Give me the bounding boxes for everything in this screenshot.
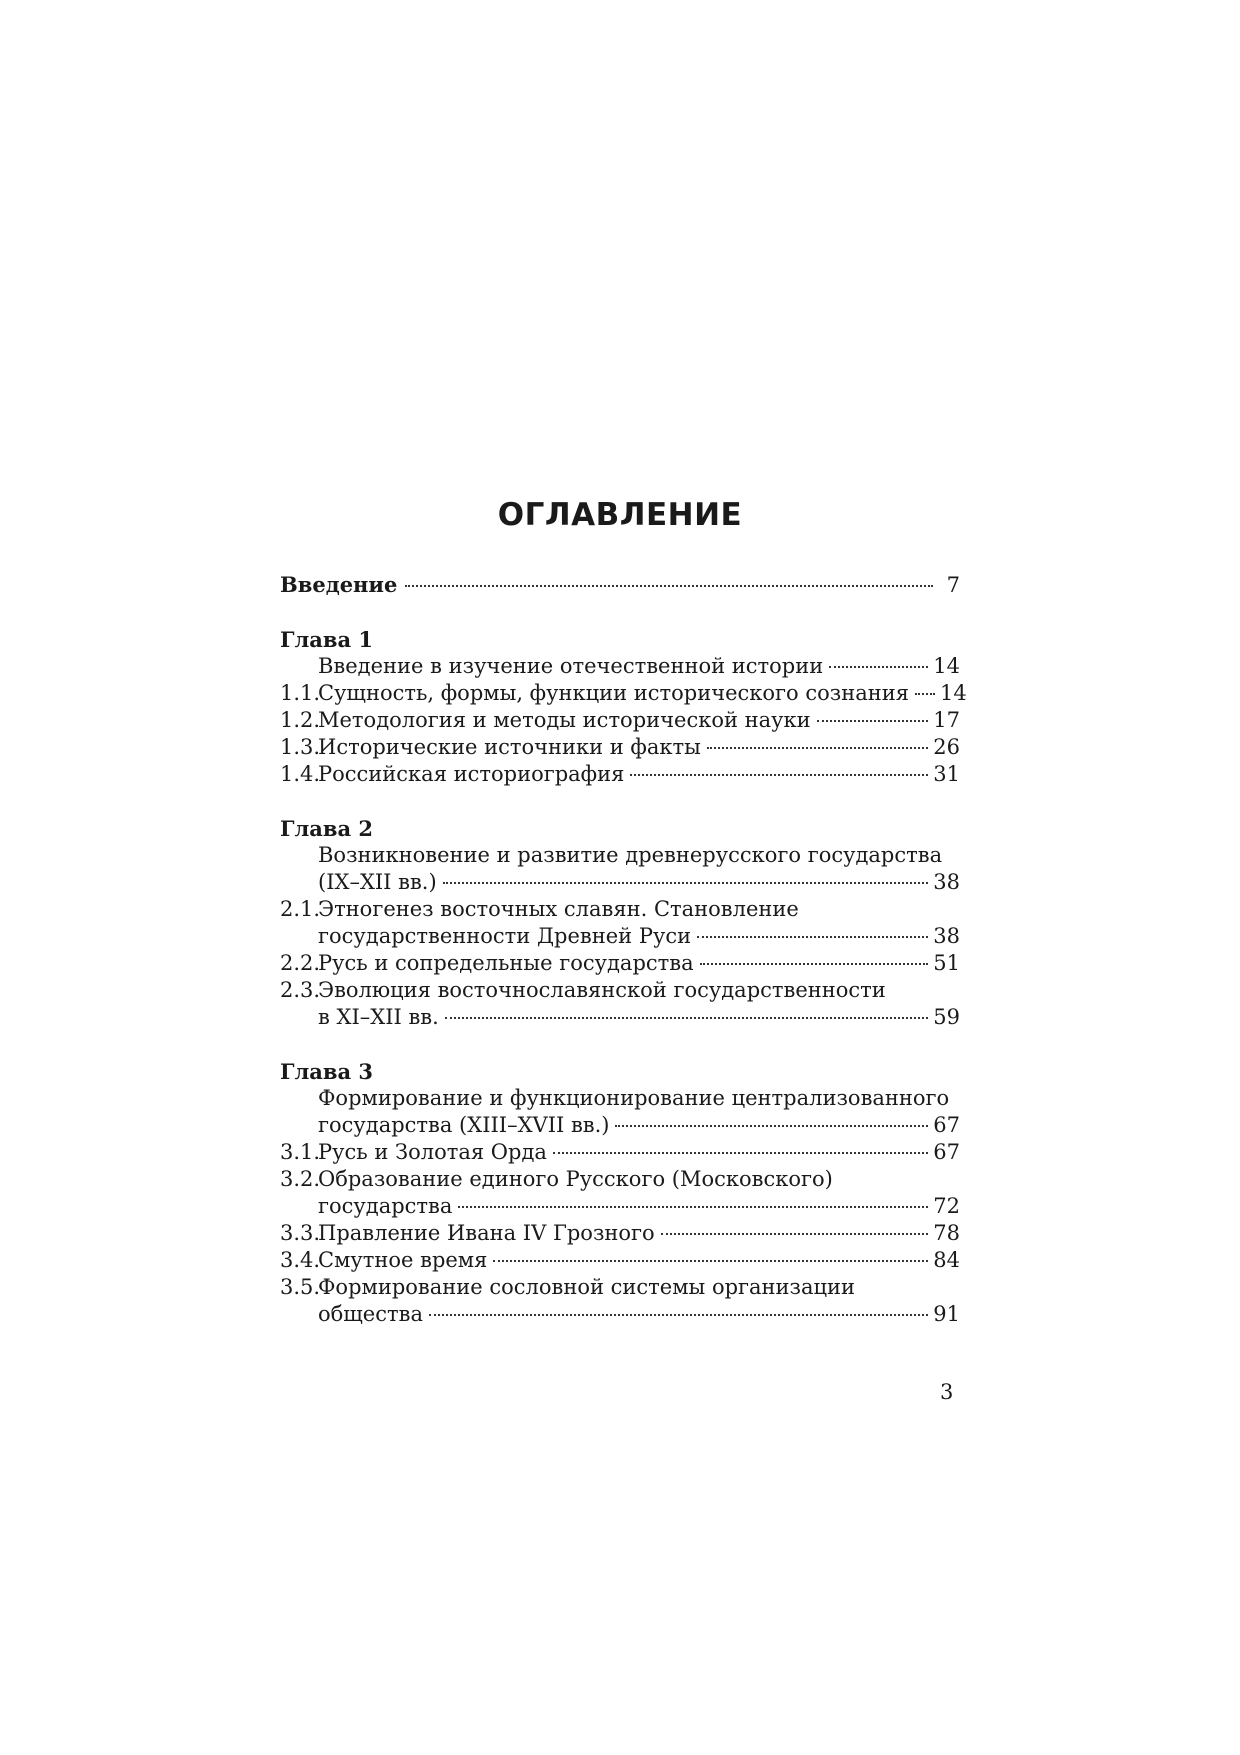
toc-page-ref: 72 xyxy=(933,1194,960,1218)
toc-list xyxy=(280,571,967,1328)
section-number: 1.1. xyxy=(280,681,321,705)
toc-page-ref: 67 xyxy=(933,1113,960,1137)
section-title: Эволюция восточнославянской государственности xyxy=(318,978,886,1002)
toc-entry-section[interactable] xyxy=(280,1139,960,1166)
chapter-title-line: (IX–XII вв.) xyxy=(318,870,437,894)
section-number: 3.3. xyxy=(280,1221,321,1245)
toc-entry-section-continuation[interactable] xyxy=(280,1193,960,1220)
section-number: 2.1. xyxy=(280,897,321,921)
section-number: 3.1. xyxy=(280,1140,321,1164)
section-title: Исторические источники и факты xyxy=(318,735,701,759)
page-number: 3 xyxy=(940,1380,954,1404)
toc-entry-section[interactable] xyxy=(280,1247,960,1274)
leader-dots xyxy=(553,1151,928,1154)
toc-page-ref: 38 xyxy=(933,870,960,894)
section-title: Русь и сопредельные государства xyxy=(318,951,694,975)
chapter-title-entry[interactable] xyxy=(280,869,960,896)
chapter-block xyxy=(280,626,967,788)
toc-entry-section-continuation[interactable] xyxy=(280,923,960,950)
chapter-block xyxy=(280,815,960,1031)
toc-entry-intro[interactable] xyxy=(280,571,960,599)
chapter-block xyxy=(280,1058,960,1328)
toc-entry-section xyxy=(280,977,960,1004)
toc-page-ref: 78 xyxy=(933,1221,960,1245)
toc-entry-section[interactable] xyxy=(280,950,960,977)
chapter-heading: Глава 2 xyxy=(280,816,374,841)
chapter-title-entry[interactable] xyxy=(280,1112,960,1139)
table-of-contents-page xyxy=(280,497,967,1328)
chapter-title-entry[interactable] xyxy=(280,653,960,680)
section-title: Правление Ивана IV Грозного xyxy=(318,1221,655,1245)
toc-page-ref: 51 xyxy=(933,951,960,975)
chapter-title-line: Возникновение и развитие древнерусского государства xyxy=(318,843,943,867)
section-title: Образование единого Русского (Московского) xyxy=(318,1167,833,1191)
toc-entry-section xyxy=(280,1274,960,1301)
chapter-title-line: Введение в изучение отечественной истории xyxy=(318,654,824,678)
page-title: ОГЛАВЛЕНИЕ xyxy=(497,497,743,533)
toc-page-ref: 31 xyxy=(933,762,960,786)
toc-entry-section xyxy=(280,1166,960,1193)
toc-page-ref: 7 xyxy=(946,573,960,597)
leader-dots xyxy=(429,1313,928,1316)
section-number: 2.2. xyxy=(280,951,321,975)
section-number: 2.3. xyxy=(280,978,321,1002)
leader-dots xyxy=(615,1124,928,1127)
section-number: 1.3. xyxy=(280,735,321,759)
leader-dots xyxy=(661,1232,929,1235)
toc-page-ref: 14 xyxy=(933,654,960,678)
section-number: 1.2. xyxy=(280,708,321,732)
toc-page-ref: 91 xyxy=(933,1302,960,1326)
section-title: общества xyxy=(318,1302,423,1326)
section-title: Русь и Золотая Орда xyxy=(318,1140,547,1164)
chapter-title-line: государства (XIII–XVII вв.) xyxy=(318,1113,610,1137)
leader-dots xyxy=(707,746,928,749)
leader-dots xyxy=(700,962,929,965)
leader-dots xyxy=(817,719,929,722)
section-number: 3.5. xyxy=(280,1275,321,1299)
toc-entry-section[interactable] xyxy=(280,680,967,707)
toc-entry-section-continuation[interactable] xyxy=(280,1301,960,1328)
leader-dots xyxy=(445,1016,928,1019)
leader-dots xyxy=(405,584,933,587)
toc-page-ref: 59 xyxy=(933,1005,960,1029)
leader-dots xyxy=(697,935,928,938)
section-title: государственности Древней Руси xyxy=(318,924,692,948)
section-title: Российская историография xyxy=(318,762,625,786)
toc-page-ref: 17 xyxy=(933,708,960,732)
leader-dots xyxy=(493,1259,928,1262)
section-title: в XI–XII вв. xyxy=(318,1005,439,1029)
chapter-title-line: Формирование и функционирование централизованного xyxy=(318,1086,950,1110)
toc-entry-section[interactable] xyxy=(280,761,960,788)
leader-dots xyxy=(443,881,929,884)
toc-entry-section[interactable] xyxy=(280,734,960,761)
leader-dots xyxy=(458,1205,928,1208)
toc-page-ref: 14 xyxy=(940,681,967,705)
toc-entry-section[interactable] xyxy=(280,707,960,734)
leader-dots xyxy=(829,665,928,668)
chapter-heading: Глава 1 xyxy=(280,627,374,652)
section-title: Этногенез восточных славян. Становление xyxy=(318,897,799,921)
toc-page-ref: 67 xyxy=(933,1140,960,1164)
toc-entry-section-continuation[interactable] xyxy=(280,1004,960,1031)
toc-entry-label: Введение xyxy=(280,572,398,597)
chapter-heading: Глава 3 xyxy=(280,1059,374,1084)
leader-dots xyxy=(915,692,935,695)
leader-dots xyxy=(630,773,928,776)
section-title: Формирование сословной системы организации xyxy=(318,1275,856,1299)
section-title: Методология и методы исторической науки xyxy=(318,708,811,732)
section-title: Сущность, формы, функции исторического сознания xyxy=(318,681,909,705)
section-title: Смутное время xyxy=(318,1248,488,1272)
toc-page-ref: 38 xyxy=(933,924,960,948)
section-number: 3.2. xyxy=(280,1167,321,1191)
toc-page-ref: 26 xyxy=(933,735,960,759)
toc-entry-section xyxy=(280,896,960,923)
section-number: 3.4. xyxy=(280,1248,321,1272)
section-number: 1.4. xyxy=(280,762,321,786)
section-title: государства xyxy=(318,1194,453,1218)
toc-entry-section[interactable] xyxy=(280,1220,960,1247)
toc-page-ref: 84 xyxy=(933,1248,960,1272)
